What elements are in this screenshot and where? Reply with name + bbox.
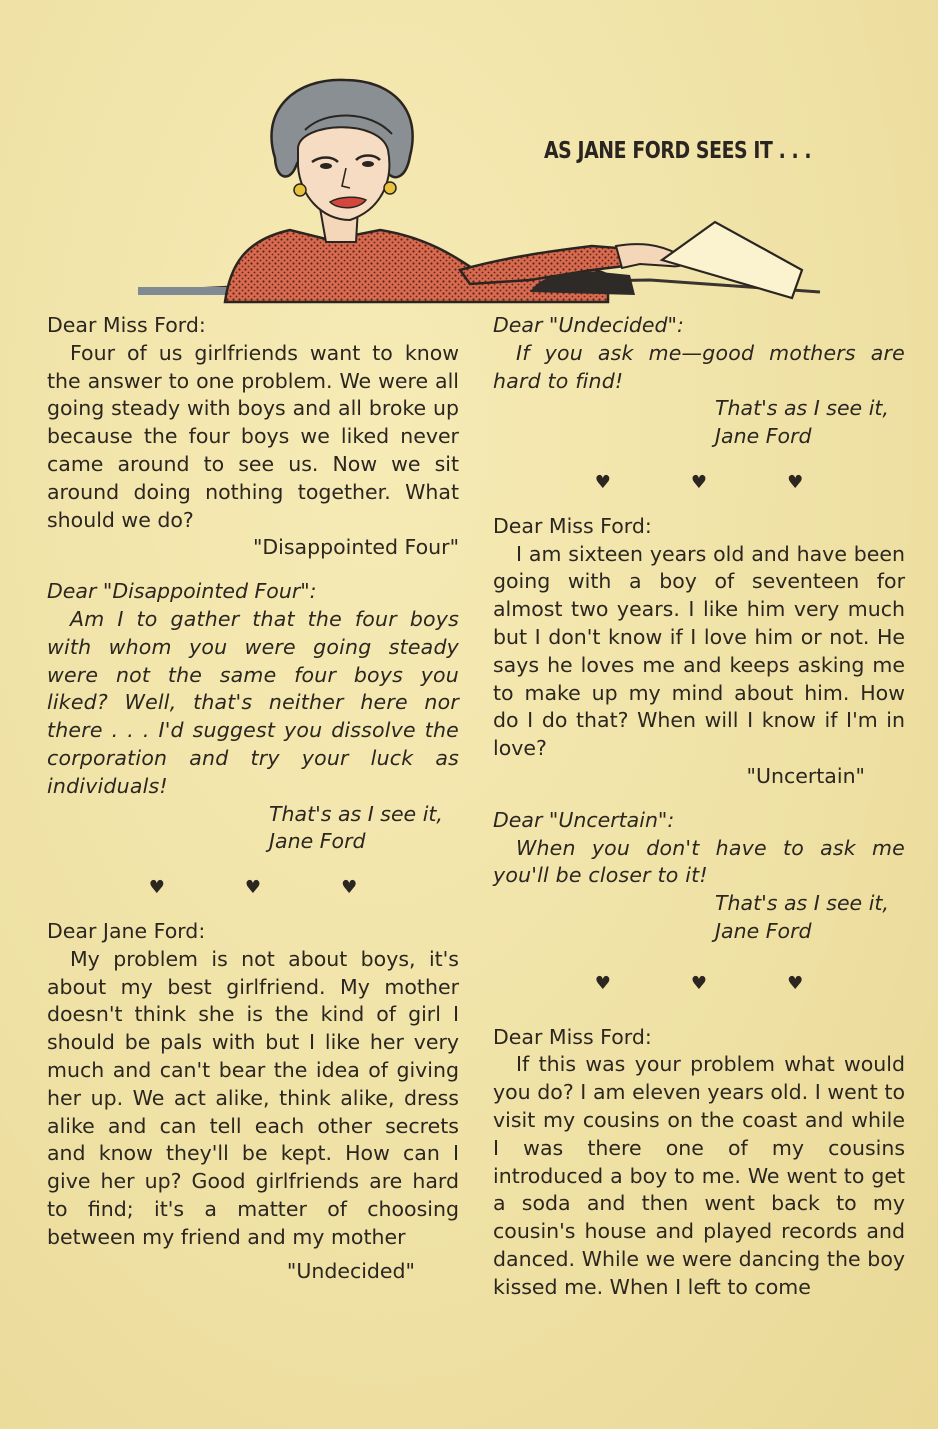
signature-name: Jane Ford — [269, 829, 366, 854]
jane-ford-illustration — [130, 70, 830, 310]
signature-line: That's as I see it, — [269, 801, 443, 826]
signature-line: That's as I see it, — [715, 396, 889, 421]
letter-salutation: Dear Miss Ford: — [47, 313, 206, 337]
heart-icon: ♥ — [594, 471, 611, 493]
letter-body: My problem is not about boys, it's about my best girlfriend. My mother doesn't think she is the kind of girl I should be pals with but I like her very much and can't bear the idea of giving her up. We act alike, think alike, dress alike and can tell each other secrets and know they'll be kept. How can I give her up? Good girlfriends are hard to find; it's a matter of choosing between my friend and my mother — [47, 946, 459, 1249]
signature-name: Jane Ford — [715, 918, 812, 943]
heart-icon: ♥ — [594, 972, 611, 994]
letter-salutation: Dear Miss Ford: — [493, 513, 652, 538]
letter-signoff: "Disappointed Four" — [252, 535, 459, 560]
reply-body: Am I to gather that the four boys with whom you were going steady were not the same four boys you liked? Well, that's neither here nor there . . . I'd suggest you dissolve the corporation and try your luck as individuals! — [47, 606, 459, 798]
letter-salutation: Dear Jane Ford: — [47, 918, 206, 943]
heart-divider — [47, 874, 459, 902]
letter-body: I am sixteen years old and have been going with a boy of seventeen for almost two years. I like him very much but I don't know if I love him or not. He says he loves me and keeps asking me to make up my mind about him. How do I do that? When will I know if I'm in love? — [493, 541, 905, 761]
heart-icon: ♥ — [690, 972, 708, 994]
heart-divider — [493, 970, 905, 998]
letter-body: If this was your problem what would you do? I am eleven years old. I went to visit my cousins on the coast and while I was there one of my cousins introduced a boy to me. We went to get a soda and then went back to my cousin's house and played records and danced. While we were dancing the boy kissed me. When I left to come — [493, 1052, 905, 1299]
letter-signoff: "Undecided" — [286, 1258, 415, 1283]
right-column — [493, 312, 905, 1302]
reply-body: If you ask me—good mothers are hard to find! — [493, 340, 905, 393]
reply-body: When you don't have to ask me you'll be closer to it! — [493, 835, 905, 888]
heart-icon: ♥ — [690, 471, 708, 493]
heart-icon: ♥ — [148, 877, 165, 899]
reply-salutation: Dear "Uncertain": — [493, 807, 675, 832]
letter-signoff: "Uncertain" — [746, 763, 865, 788]
reply-salutation: Dear "Disappointed Four": — [47, 579, 317, 604]
heart-divider — [493, 469, 905, 497]
column-heading: AS JANE FORD SEES IT . . . — [544, 138, 812, 164]
left-column — [47, 312, 459, 1285]
heart-icon: ♥ — [787, 471, 804, 493]
heart-icon: ♥ — [341, 877, 358, 899]
letter-salutation: Dear Miss Ford: — [493, 1024, 652, 1049]
letter-body: Four of us girlfriends want to know the answer to one problem. We were all going steady with boys and all broke up because the four boys we liked never came around to see us. Now we sit around doing nothing together. What should we do? — [47, 340, 459, 532]
heart-icon: ♥ — [787, 972, 804, 994]
signature-line: That's as I see it, — [715, 891, 889, 916]
reply-salutation: Dear "Undecided": — [493, 313, 684, 337]
signature-name: Jane Ford — [715, 424, 812, 449]
heart-icon: ♥ — [244, 877, 262, 899]
